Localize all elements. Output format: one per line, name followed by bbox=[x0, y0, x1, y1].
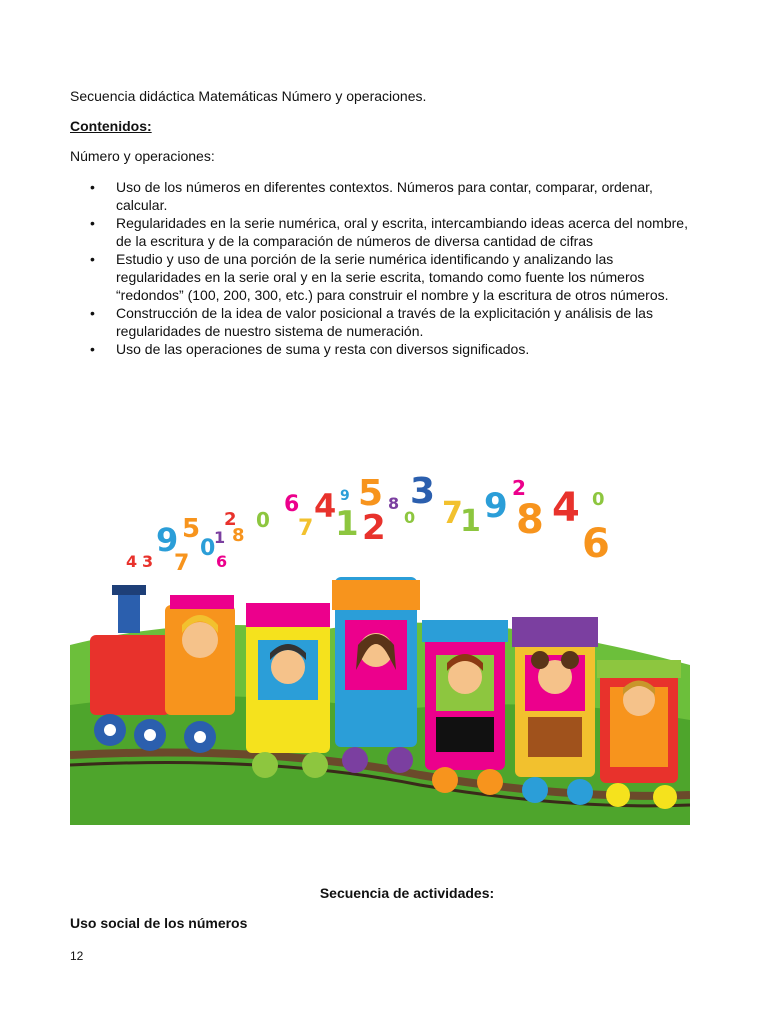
train-car bbox=[332, 577, 420, 773]
document-title: Secuencia didáctica Matemáticas Número y operaciones. bbox=[70, 88, 427, 104]
digit: 0 bbox=[256, 508, 270, 532]
digit: 1 bbox=[460, 504, 481, 539]
digit: 1 bbox=[214, 528, 226, 547]
digit: 6 bbox=[216, 552, 228, 571]
digit: 4 bbox=[314, 487, 337, 525]
digit: 5 bbox=[182, 514, 201, 544]
digit: 5 bbox=[358, 473, 384, 514]
digit: 2 bbox=[512, 476, 526, 500]
floating-numbers bbox=[126, 471, 610, 576]
digit: 6 bbox=[284, 492, 300, 517]
digit: 4 bbox=[126, 552, 138, 571]
digit: 3 bbox=[142, 552, 154, 571]
digit: 9 bbox=[340, 488, 350, 504]
digit: 6 bbox=[582, 521, 610, 567]
digit: 3 bbox=[410, 471, 436, 512]
digit: 2 bbox=[362, 508, 386, 548]
digit: 8 bbox=[516, 497, 544, 543]
contents-list bbox=[70, 178, 702, 358]
page-number: 12 bbox=[70, 949, 84, 963]
list-item: • Regularidades en la serie numérica, oral y escrita, intercambiando ideas acerca del nombre, de la escritura y de la comparación de números de diversa cantidad de cifras bbox=[70, 214, 702, 250]
digit: 8 bbox=[388, 494, 400, 513]
sequence-title: Secuencia de actividades: bbox=[319, 885, 495, 901]
digit: 2 bbox=[224, 509, 237, 530]
list-item: • Uso de los números en diferentes contextos. Números para contar, comparar, ordenar, calcular. bbox=[70, 178, 702, 214]
digit: 0 bbox=[592, 489, 605, 510]
intro-label: Número y operaciones: bbox=[70, 148, 215, 164]
digit: 7 bbox=[174, 551, 190, 576]
digit: 7 bbox=[298, 516, 314, 541]
list-item: • Construcción de la idea de valor posicional a través de la explicitación y análisis de las regularidades de nuestro sistema de numeración. bbox=[70, 304, 702, 340]
digit: 0 bbox=[200, 536, 216, 561]
digit: 9 bbox=[484, 486, 508, 526]
section-title: Uso social de los números bbox=[70, 915, 248, 931]
digit: 4 bbox=[552, 485, 580, 531]
contents-heading: Contenidos: bbox=[70, 118, 152, 134]
number-train-illustration bbox=[70, 455, 690, 825]
train-car bbox=[512, 617, 598, 805]
list-item: • Estudio y uso de una porción de la serie numérica identificando y analizando las regularidades en la serie oral y en la serie escrita, tomando como fuente los números “redondos” (100, 200, 300, etc.) para construir el nombre y la escritura de otros números. bbox=[70, 250, 702, 304]
list-item: • Uso de las operaciones de suma y resta con diversos significados. bbox=[70, 340, 702, 358]
digit: 7 bbox=[442, 496, 463, 531]
train-car bbox=[246, 603, 330, 778]
train-car bbox=[422, 620, 508, 795]
digit: 9 bbox=[156, 521, 179, 559]
digit: 8 bbox=[232, 525, 245, 546]
digit: 0 bbox=[404, 508, 416, 527]
digit: 1 bbox=[335, 504, 359, 544]
